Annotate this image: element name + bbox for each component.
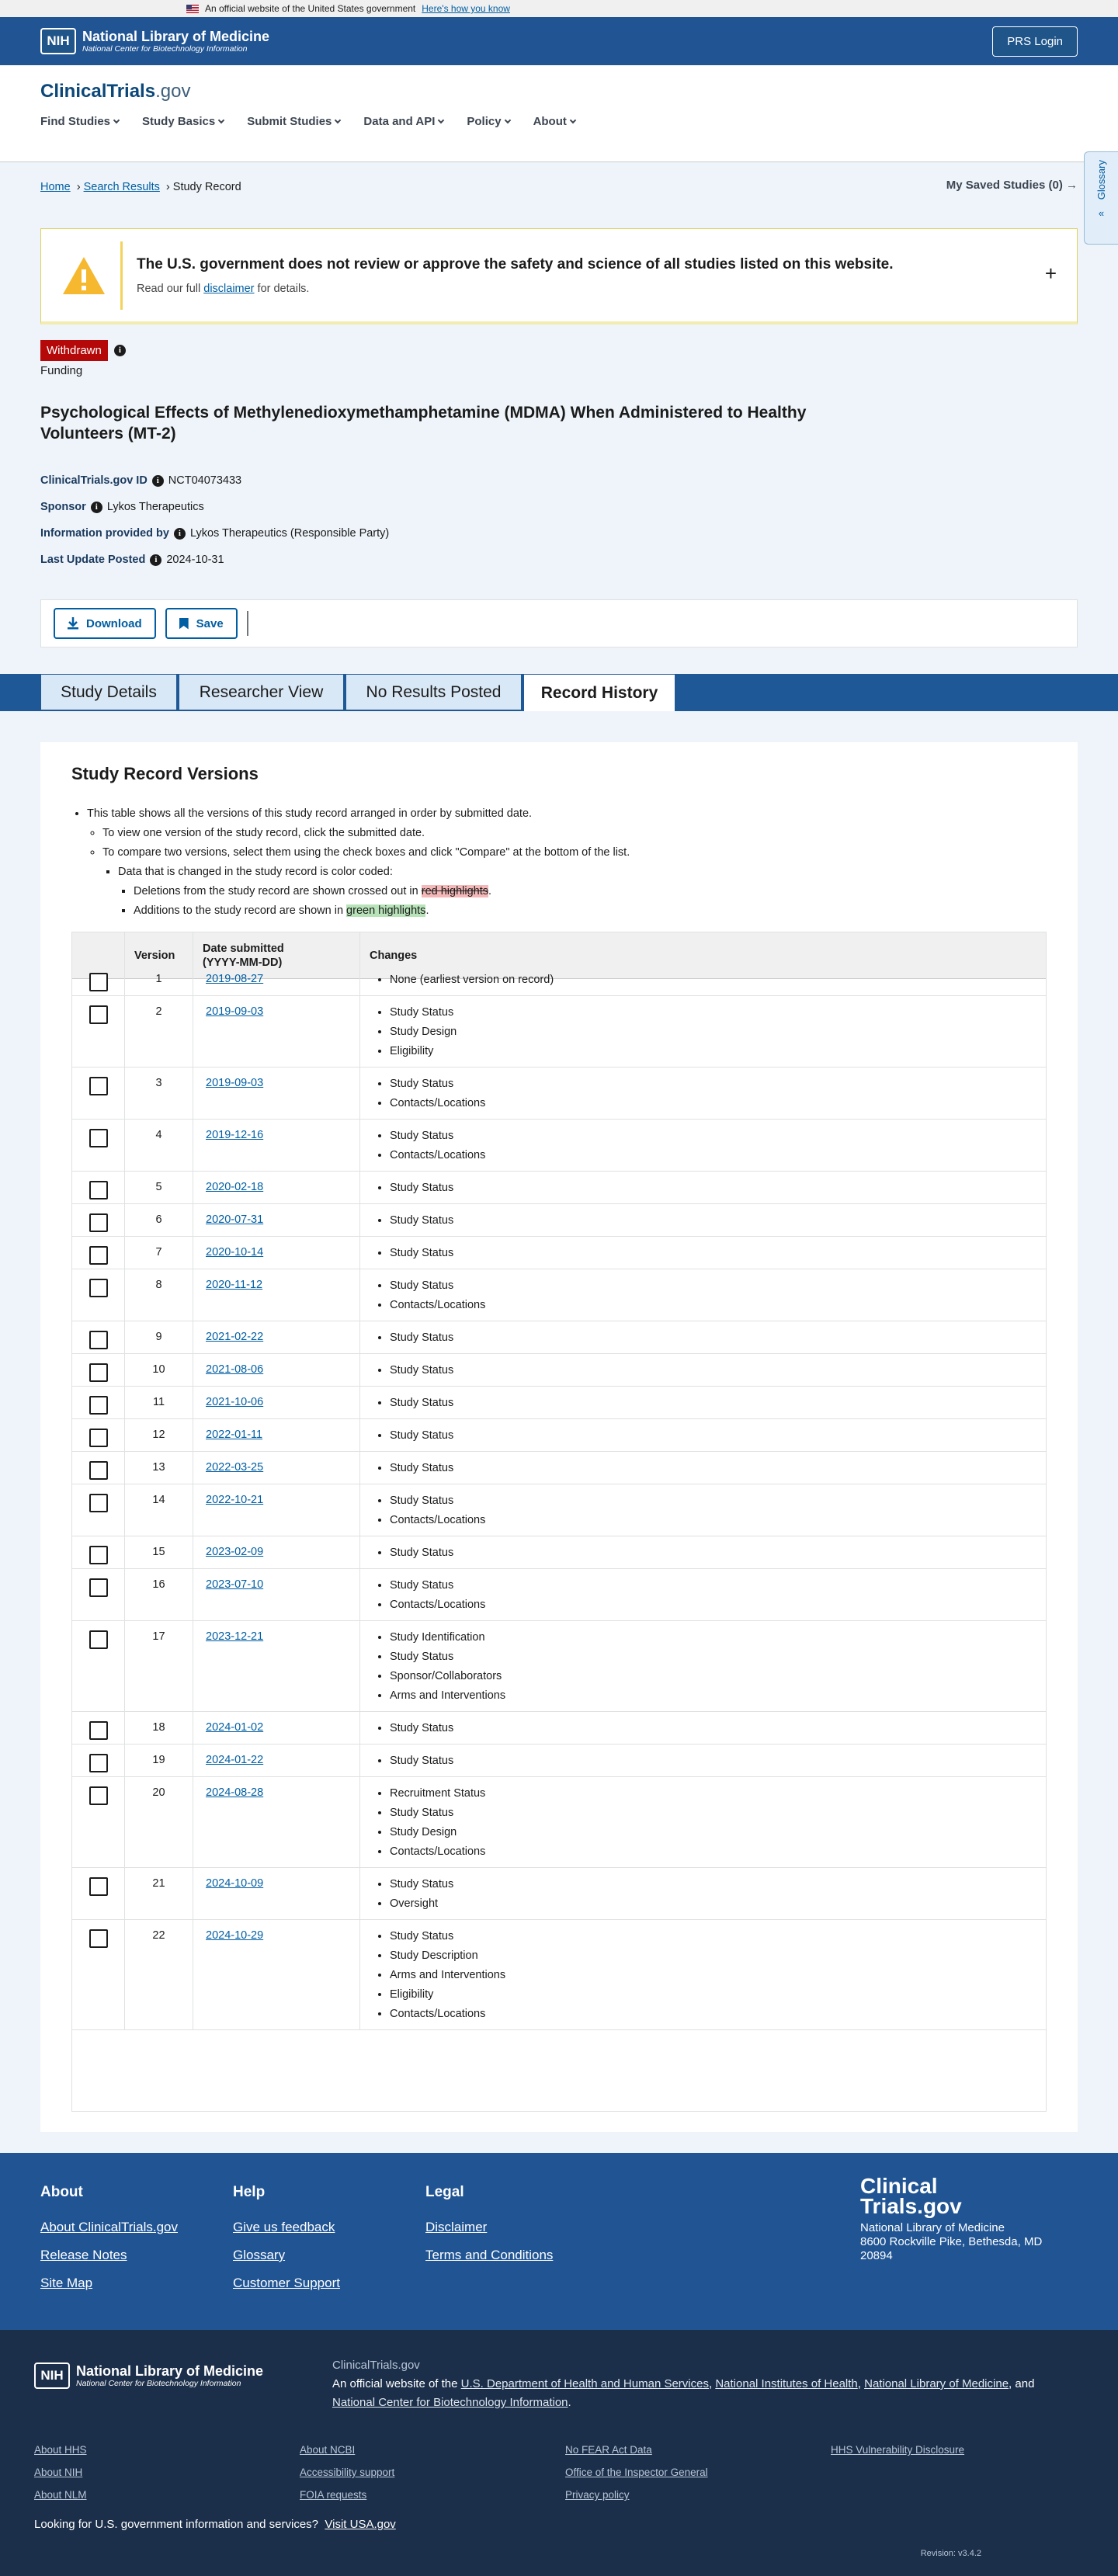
footer-link[interactable]: Site Map <box>40 2276 93 2290</box>
change-item: • Study Description <box>390 1946 1046 1966</box>
change-item: • Contacts/Locations <box>390 1296 1046 1315</box>
version-number: 14 <box>125 1484 193 1536</box>
version-date-link[interactable]: 2019-12-16 <box>206 1129 264 1141</box>
table-row <box>72 1777 1046 1868</box>
heres-how-link[interactable]: Here's how you know <box>422 3 510 14</box>
version-number: 9 <box>125 1321 193 1353</box>
compare-checkbox[interactable] <box>89 1213 108 1232</box>
compare-checkbox[interactable] <box>89 1461 108 1480</box>
instruction-item: ▪ Data that is changed in the study record is color coded: <box>118 863 1047 882</box>
compare-checkbox[interactable] <box>89 1129 108 1147</box>
chevron-down-icon <box>504 117 510 123</box>
footer-link[interactable]: Accessibility support <box>300 2467 395 2478</box>
table-row <box>72 1068 1046 1120</box>
compare-checkbox[interactable] <box>89 1246 108 1265</box>
version-date-link[interactable]: 2024-01-22 <box>206 1754 264 1766</box>
footer-link[interactable]: About NIH <box>34 2467 83 2478</box>
compare-checkbox[interactable] <box>89 1279 108 1297</box>
version-number: 21 <box>125 1868 193 1919</box>
save-button[interactable]: Save <box>165 608 238 639</box>
col-changes: Changes <box>370 949 418 962</box>
footer-link[interactable]: Give us feedback <box>233 2220 335 2234</box>
footer-about-heading: About <box>40 2184 83 2200</box>
footer-link[interactable]: Disclaimer <box>425 2220 488 2234</box>
expand-plus-icon[interactable]: + <box>1044 262 1057 285</box>
compare-checkbox[interactable] <box>89 1877 108 1896</box>
compare-checkbox[interactable] <box>89 1929 108 1948</box>
download-button[interactable]: Download <box>54 608 156 639</box>
table-row <box>72 1204 1046 1237</box>
compare-checkbox[interactable] <box>89 1786 108 1805</box>
provided-label: Information provided by <box>40 527 169 540</box>
nav-item-4[interactable]: Policy <box>467 115 509 128</box>
versions-table <box>71 932 1047 2112</box>
instruction-item: • This table shows all the versions of this study record arranged in order by submitted date. <box>87 804 1047 824</box>
version-number: 6 <box>125 1204 193 1236</box>
version-number: 2 <box>125 996 193 1067</box>
version-number: 16 <box>125 1569 193 1620</box>
version-date-link[interactable]: 2020-10-14 <box>206 1246 264 1258</box>
site-footer <box>0 2153 1118 2330</box>
version-number: 7 <box>125 1237 193 1269</box>
chevron-down-icon <box>438 117 444 123</box>
status-badge: Withdrawn <box>40 340 108 361</box>
updated-value: 2024-10-31 <box>166 554 224 566</box>
nlm-footer-logo[interactable]: NIH National Library of Medicine National Center for Biotechnology Information <box>34 2362 263 2389</box>
versions-heading: Study Record Versions <box>71 764 259 783</box>
instruction-item: ▪ Deletions from the study record are shown crossed out in red highlights. <box>134 882 1047 901</box>
chevron-down-icon <box>570 117 576 123</box>
change-item: • Contacts/Locations <box>390 1842 1046 1862</box>
version-number: 8 <box>125 1269 193 1321</box>
col-version: Version <box>125 932 193 978</box>
version-date-link[interactable]: 2024-10-09 <box>206 1877 264 1890</box>
version-date-link[interactable]: 2021-10-06 <box>206 1396 264 1408</box>
footer-link[interactable]: No FEAR Act Data <box>565 2444 652 2456</box>
info-icon[interactable]: i <box>152 475 164 487</box>
version-date-link[interactable]: 2023-12-21 <box>206 1630 264 1643</box>
table-row <box>72 1387 1046 1419</box>
version-number: 18 <box>125 1712 193 1744</box>
sponsor-label: Sponsor <box>40 501 86 513</box>
change-item: • Study Identification <box>390 1628 1046 1647</box>
nih-header <box>0 17 1118 65</box>
change-item: • Study Status <box>390 1127 1046 1146</box>
compare-checkbox[interactable] <box>89 1754 108 1772</box>
glossary-tab[interactable] <box>1084 151 1118 245</box>
change-item: • Study Status <box>390 1719 1046 1738</box>
change-item: • Study Status <box>390 1074 1046 1094</box>
version-date-link[interactable]: 2020-02-18 <box>206 1181 264 1193</box>
compare-checkbox[interactable] <box>89 1396 108 1415</box>
footer-link[interactable]: FOIA requests <box>300 2489 367 2501</box>
compare-checkbox[interactable] <box>89 1005 108 1024</box>
change-item: • Study Status <box>390 1491 1046 1511</box>
warning-icon <box>61 255 106 296</box>
us-flag-icon <box>186 5 199 13</box>
nav-item-2[interactable]: Submit Studies <box>247 115 340 128</box>
download-icon <box>68 617 78 630</box>
footer-link[interactable]: Glossary <box>233 2248 286 2262</box>
version-date-link[interactable]: 2021-02-22 <box>206 1331 264 1343</box>
table-row <box>72 1920 1046 2030</box>
green-highlight-sample: green highlights <box>346 904 426 917</box>
table-row <box>72 963 1046 996</box>
footer-link[interactable]: About HHS <box>34 2444 87 2456</box>
change-item: • Sponsor/Collaborators <box>390 1667 1046 1686</box>
nct-id: NCT04073433 <box>168 474 242 487</box>
info-icon[interactable]: i <box>150 554 161 566</box>
version-number: 22 <box>125 1920 193 2029</box>
change-item: • Contacts/Locations <box>390 2005 1046 2024</box>
version-date-link[interactable]: 2023-02-09 <box>206 1546 264 1558</box>
version-date-link[interactable]: 2024-01-02 <box>206 1721 264 1734</box>
footer-link[interactable]: Customer Support <box>233 2276 340 2290</box>
chevron-down-icon <box>113 117 120 123</box>
compare-checkbox[interactable] <box>89 1494 108 1512</box>
instruction-item: ◦ To view one version of the study record, click the submitted date. <box>102 824 1047 843</box>
version-number: 1 <box>125 963 193 995</box>
table-row <box>72 1569 1046 1621</box>
change-item: • Study Status <box>390 1276 1046 1296</box>
footer-link[interactable]: Terms and Conditions <box>425 2248 554 2262</box>
change-item: • Study Status <box>390 1459 1046 1478</box>
provided-value: Lykos Therapeutics (Responsible Party) <box>189 527 390 540</box>
disclaimer-link[interactable]: disclaimer <box>203 282 255 295</box>
alert-text: Read our full disclaimer for details. <box>137 282 310 295</box>
usa-gov-link[interactable]: Visit USA.gov <box>325 2518 396 2531</box>
nav-item-1[interactable]: Study Basics <box>142 115 224 128</box>
tab-researcher-view[interactable]: Researcher View <box>179 674 344 710</box>
study-title: Psychological Effects of Methylenedioxymethamphetamine (MDMA) When Administered to Healthy Volunteers (MT-2) <box>40 404 807 443</box>
bookmark-icon <box>179 618 189 630</box>
footer-link[interactable]: Office of the Inspector General <box>565 2467 708 2478</box>
versions-instructions <box>71 804 1047 921</box>
compare-checkbox[interactable] <box>89 1721 108 1740</box>
compare-checkbox[interactable] <box>89 973 108 991</box>
change-item: • Eligibility <box>390 1042 1046 1061</box>
chevron-down-icon <box>218 117 224 123</box>
ncbi-subtitle: National Center for Biotechnology Information <box>82 44 248 54</box>
change-item: • Study Status <box>390 1543 1046 1563</box>
table-row <box>72 1868 1046 1920</box>
usa-gov-line: Looking for U.S. government information and services? Visit USA.gov <box>34 2518 396 2531</box>
change-item: • Study Status <box>390 1647 1046 1667</box>
actions-bar <box>40 599 1078 647</box>
version-number: 5 <box>125 1172 193 1203</box>
nlm-footer <box>0 2330 1118 2576</box>
breadcrumb-search[interactable]: Search Results <box>83 181 160 193</box>
version-date-link[interactable]: 2022-10-21 <box>206 1494 264 1506</box>
compare-checkbox[interactable] <box>89 1363 108 1382</box>
info-icon[interactable]: i <box>91 502 102 513</box>
gov-banner-text: An official website of the United States government <box>205 3 416 14</box>
table-row <box>72 996 1046 1068</box>
change-item: • Study Status <box>390 1179 1046 1198</box>
divider <box>247 611 248 636</box>
table-row <box>72 1172 1046 1204</box>
nlm-title: National Library of Medicine <box>82 29 270 44</box>
compare-checkbox[interactable] <box>89 1181 108 1199</box>
nav-item-0[interactable]: Find Studies <box>40 115 119 128</box>
chevron-down-icon <box>335 117 341 123</box>
version-date-link[interactable]: 2022-03-25 <box>206 1461 264 1474</box>
red-highlight-sample: red highlights <box>421 885 488 897</box>
table-row <box>72 1237 1046 1269</box>
version-number: 13 <box>125 1452 193 1484</box>
record-history-panel <box>40 742 1078 2132</box>
table-row <box>72 1269 1046 1321</box>
change-item: • Contacts/Locations <box>390 1094 1046 1113</box>
change-item: • None (earliest version on record) <box>390 970 1046 990</box>
table-row <box>72 1120 1046 1172</box>
footer-link[interactable]: HHS Vulnerability Disclosure <box>831 2444 965 2456</box>
change-item: • Study Status <box>390 1751 1046 1771</box>
hhs-link[interactable]: U.S. Department of Health and Human Services <box>460 2377 709 2390</box>
id-label: ClinicalTrials.gov ID <box>40 474 148 487</box>
version-date-link[interactable]: 2023-07-10 <box>206 1578 264 1591</box>
version-number: 17 <box>125 1621 193 1711</box>
record-tabs <box>0 674 1118 711</box>
footer-help-heading: Help <box>233 2184 266 2200</box>
breadcrumb-current: Study Record <box>172 181 241 193</box>
table-row <box>72 1484 1046 1536</box>
change-item: • Eligibility <box>390 1985 1046 2005</box>
official-site-info: ClinicalTrials.gov An official website of the U.S. Department of Health and Human Services, National Institutes of Health, National Library of Medicine, and National Center for Biotechnology Information. <box>332 2359 1035 2409</box>
version-number: 3 <box>125 1068 193 1119</box>
version-number: 15 <box>125 1536 193 1568</box>
alert-title: The U.S. government does not review or approve the safety and science of all studies listed on this website. <box>137 255 894 273</box>
compare-checkbox[interactable] <box>89 1331 108 1349</box>
change-item: • Contacts/Locations <box>390 1146 1046 1165</box>
table-row <box>72 1712 1046 1745</box>
version-number: 19 <box>125 1745 193 1776</box>
funding-label: Funding <box>40 364 83 377</box>
instruction-item: ◦ To compare two versions, select them using the check boxes and click "Compare" at the bottom of the list. <box>102 843 1047 863</box>
change-item: • Study Status <box>390 1927 1046 1946</box>
footer-address: Clinical Trials.gov National Library of Medicine 8600 Rockville Pike, Bethesda, MD 20894 <box>860 2174 1043 2262</box>
nih-badge: NIH <box>40 28 76 54</box>
footer-link[interactable]: About NCBI <box>300 2444 356 2456</box>
table-row <box>72 1419 1046 1452</box>
updated-label: Last Update Posted <box>40 554 146 566</box>
change-item: • Study Status <box>390 1394 1046 1413</box>
nih-logo[interactable] <box>40 28 269 54</box>
change-item: • Study Status <box>390 1003 1046 1022</box>
table-row <box>72 1354 1046 1387</box>
version-date-link[interactable]: 2024-10-29 <box>206 1929 264 1942</box>
change-item: • Study Status <box>390 1244 1046 1263</box>
study-meta <box>40 467 1078 573</box>
ctgov-logo[interactable]: ClinicalTrials.gov <box>40 81 191 102</box>
compare-checkbox[interactable] <box>89 1077 108 1095</box>
change-item: • Study Status <box>390 1328 1046 1348</box>
table-row <box>72 1321 1046 1354</box>
compare-checkbox[interactable] <box>89 1546 108 1564</box>
nlm-link[interactable]: National Library of Medicine <box>864 2377 1009 2390</box>
footer-link[interactable]: Release Notes <box>40 2248 127 2262</box>
change-item: • Study Design <box>390 1823 1046 1842</box>
version-date-link[interactable]: 2020-07-31 <box>206 1213 264 1226</box>
version-date-link[interactable]: 2022-01-11 <box>206 1429 263 1441</box>
version-number: 11 <box>125 1387 193 1418</box>
compare-checkbox[interactable] <box>89 1429 108 1447</box>
saved-studies-link[interactable]: My Saved Studies (0) → <box>946 179 1078 192</box>
table-row <box>72 1536 1046 1569</box>
footer-link[interactable]: About NLM <box>34 2489 87 2501</box>
compare-checkbox[interactable] <box>89 1630 108 1649</box>
main-nav <box>40 115 1078 128</box>
change-item: • Recruitment Status <box>390 1784 1046 1804</box>
tab-no-results[interactable]: No Results Posted <box>345 674 522 710</box>
instruction-item: ▪ Additions to the study record are shown in green highlights. <box>134 901 1047 921</box>
version-date-link[interactable]: 2020-11-12 <box>206 1279 263 1291</box>
version-date-link[interactable]: 2024-08-28 <box>206 1786 264 1799</box>
change-item: • Contacts/Locations <box>390 1595 1046 1615</box>
footer-link[interactable]: Privacy policy <box>565 2489 630 2501</box>
change-item: • Oversight <box>390 1894 1046 1914</box>
glossary-label: Glossary <box>1095 160 1107 200</box>
version-date-link[interactable]: 2019-08-27 <box>206 973 264 985</box>
version-number: 12 <box>125 1419 193 1451</box>
sponsor-value: Lykos Therapeutics <box>106 501 204 513</box>
version-date-link[interactable]: 2021-08-06 <box>206 1363 264 1376</box>
info-icon[interactable]: i <box>114 345 126 356</box>
table-row <box>72 1745 1046 1777</box>
footer-legal-heading: Legal <box>425 2184 464 2200</box>
version-date-link[interactable]: 2019-09-03 <box>206 1077 264 1089</box>
footer-link[interactable]: About ClinicalTrials.gov <box>40 2220 178 2234</box>
nav-item-5[interactable]: About <box>533 115 575 128</box>
table-row <box>72 1621 1046 1712</box>
change-item: • Study Status <box>390 1804 1046 1823</box>
col-date: Date submitted (YYYY-MM-DD) <box>193 932 360 978</box>
change-item: • Study Status <box>390 1211 1046 1231</box>
change-item: • Arms and Interventions <box>390 1966 1046 1985</box>
table-row <box>72 1452 1046 1484</box>
change-item: • Study Status <box>390 1576 1046 1595</box>
version-number: 20 <box>125 1777 193 1867</box>
tab-study-details[interactable]: Study Details <box>40 674 177 710</box>
compare-checkbox[interactable] <box>89 1578 108 1597</box>
version-date-link[interactable]: 2019-09-03 <box>206 1005 264 1018</box>
nih-link[interactable]: National Institutes of Health <box>715 2377 858 2390</box>
change-item: • Study Design <box>390 1022 1046 1042</box>
change-item: • Study Status <box>390 1426 1046 1446</box>
double-chevron-left-icon: « <box>1098 207 1105 220</box>
info-icon[interactable]: i <box>174 528 186 540</box>
change-item: • Study Status <box>390 1875 1046 1894</box>
footer-ctgov-logo[interactable]: Clinical Trials.gov <box>860 2174 962 2218</box>
breadcrumb-home[interactable]: Home <box>40 181 71 193</box>
disclaimer-alert <box>40 228 1078 325</box>
gov-banner <box>0 0 1118 17</box>
change-item: • Arms and Interventions <box>390 1686 1046 1706</box>
change-item: • Study Status <box>390 1361 1046 1380</box>
version-number: 10 <box>125 1354 193 1386</box>
ncbi-link[interactable]: National Center for Biotechnology Information <box>332 2396 568 2409</box>
change-item: • Contacts/Locations <box>390 1511 1046 1530</box>
nav-item-3[interactable]: Data and API <box>363 115 443 128</box>
breadcrumb: Home › Search Results › Study Record <box>40 181 241 193</box>
revision: Revision: v3.4.2 <box>920 2549 981 2558</box>
tab-record-history[interactable]: Record History <box>523 674 675 711</box>
version-number: 4 <box>125 1120 193 1171</box>
prs-login-button[interactable]: PRS Login <box>992 26 1078 57</box>
